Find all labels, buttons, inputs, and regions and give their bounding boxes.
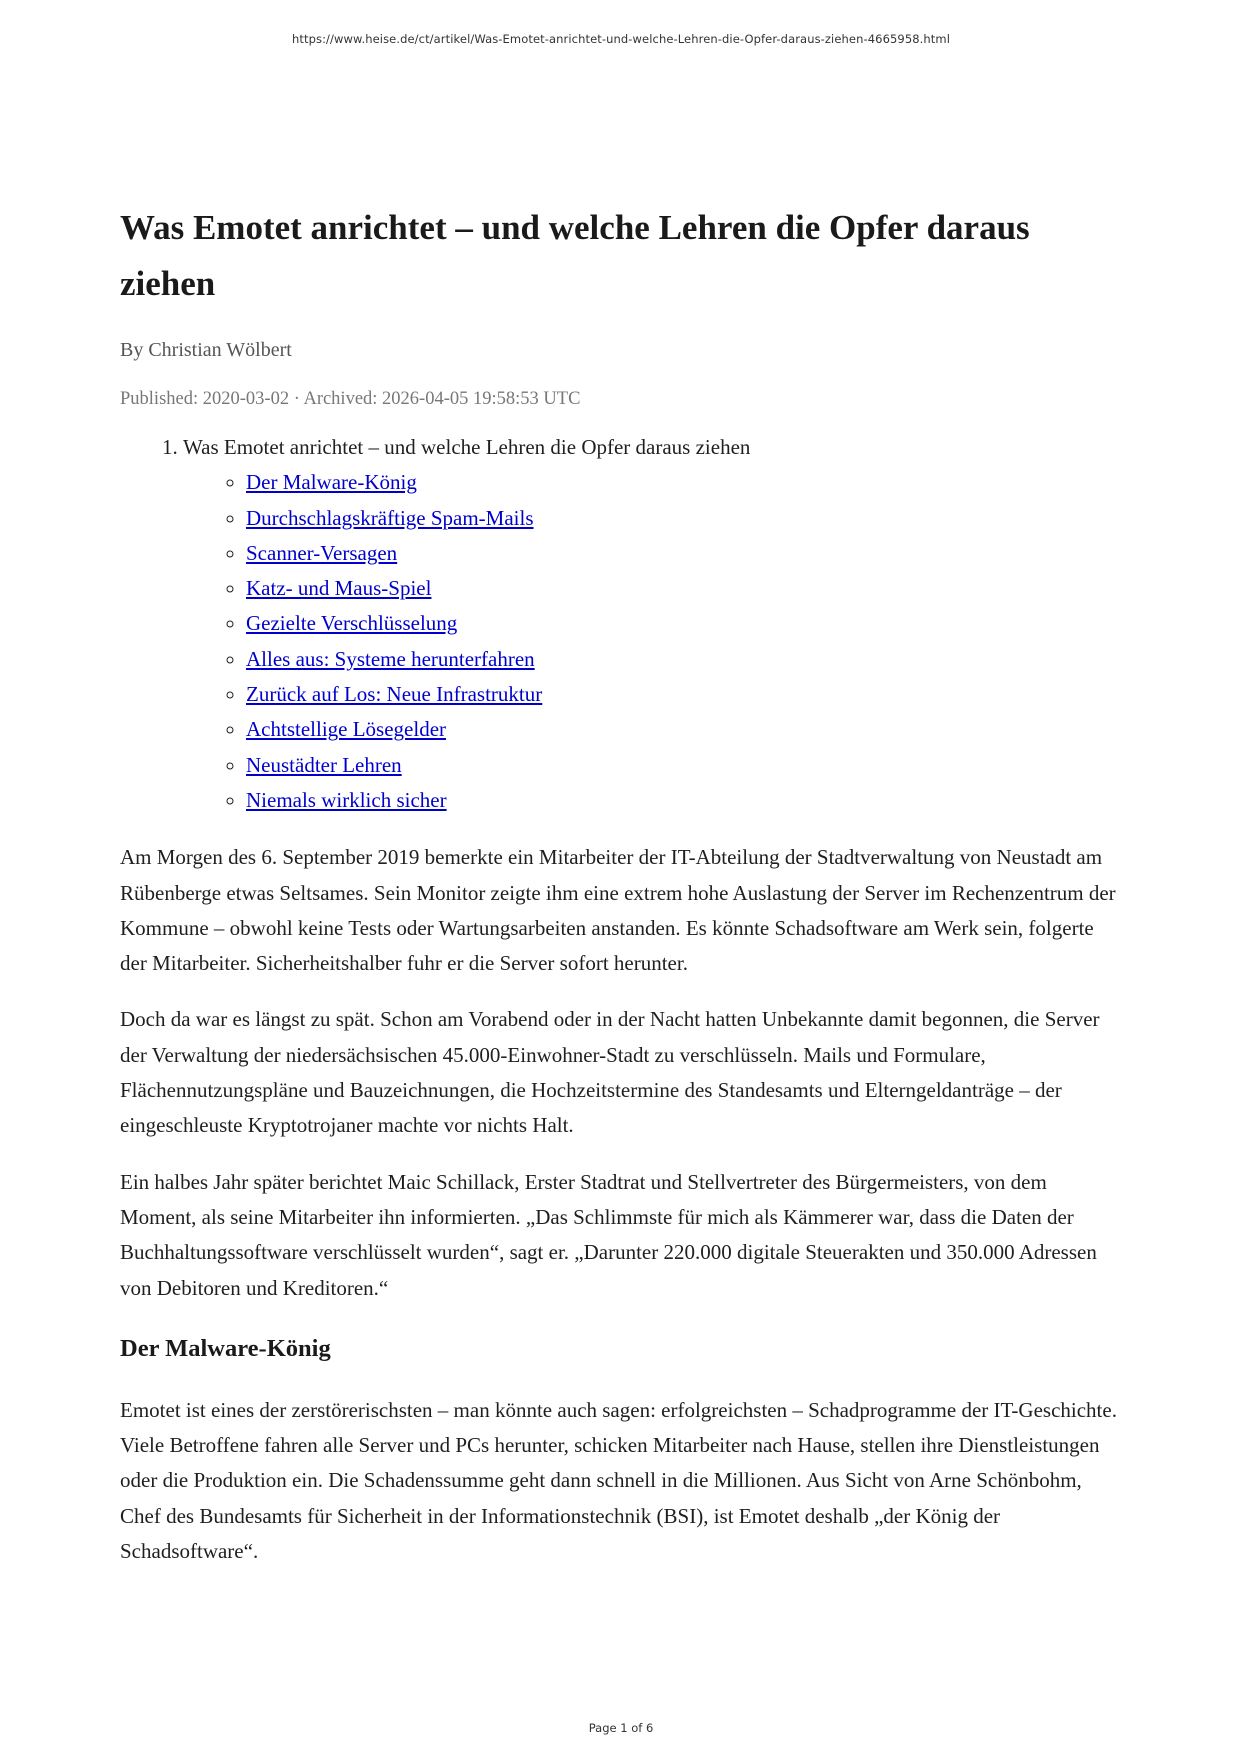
article-paragraph: Doch da war es längst zu spät. Schon am Vorabend oder in der Nacht hatten Unbekannte damit begonnen, die Server der Verwaltung der niedersächsischen 45.000-Einwohner-Stadt zu verschlüsseln. Mails und Formulare, Flächennutzungspläne und Bauzeichnungen, die Hochzeitstermine des Standesamts und Elterngeldanträge – der eingeschleuste Kryptotrojaner machte vor nichts Halt.: [120, 1007, 1100, 1138]
section-paragraph: Emotet ist eines der zerstörerischsten – man könnte auch sagen: erfolgreichsten – Schadprogramme der IT-Geschichte. Viele Betroffene fahren alle Server und PCs herunter, schicken Mitarbeiter nach Hause, stellen ihre Dienstleistungen oder die Produktion ein. Die Schadenssumme geht dann schnell in die Millionen. Aus Sicht von Arne Schönbohm, Chef des Bundesamts für Sicherheit in der Informationstechnik (BSI), ist Emotet deshalb „der König der Schadsoftware“.: [120, 1397, 1117, 1564]
toc-link-scanner-versagen[interactable]: Scanner-Versagen: [246, 540, 398, 565]
toc-sublist: [183, 465, 1125, 818]
toc-item: [246, 748, 1125, 783]
article: [120, 200, 1125, 1569]
toc-item: [246, 783, 1125, 818]
article-meta: Published: 2020-03-02 · Archived: 2026-04-05 19:58:53 UTC: [120, 389, 581, 409]
toc-link-niemals-sicher[interactable]: Niemals wirklich sicher: [246, 787, 447, 812]
toc-item: [246, 642, 1125, 677]
article-paragraph: Am Morgen des 6. September 2019 bemerkte ein Mitarbeiter der IT-Abteilung der Stadtverwaltung von Neustadt am Rübenberge etwas Seltsames. Sein Monitor zeigte ihm eine extrem hohe Auslastung der Server im Rechenzentrum der Kommune – obwohl keine Tests oder Wartungsarbeiten anstanden. Es könnte Schadsoftware am Werk sein, folgerte der Mitarbeiter. Sicherheitshalber fuhr er die Server sofort herunter.: [120, 845, 1116, 976]
article-title: Was Emotet anrichtet – und welche Lehren die Opfer daraus ziehen: [120, 208, 1030, 303]
toc-link-neue-infrastruktur[interactable]: Zurück auf Los: Neue Infrastruktur: [246, 682, 543, 707]
toc-item: [246, 501, 1125, 536]
toc-link-systeme-herunterfahren[interactable]: Alles aus: Systeme herunterfahren: [246, 646, 535, 671]
toc-link-spam-mails[interactable]: Durchschlagskräftige Spam-Mails: [246, 505, 534, 530]
toc-item: [246, 571, 1125, 606]
toc-item: [246, 536, 1125, 571]
toc-main-item-label: Was Emotet anrichtet – und welche Lehren die Opfer daraus ziehen: [183, 435, 751, 459]
toc-link-loesegelder[interactable]: Achtstellige Lösegelder: [246, 717, 447, 742]
section-heading: Der Malware-König: [120, 1334, 331, 1362]
table-of-contents: [120, 430, 1125, 818]
toc-link-neustaedter-lehren[interactable]: Neustädter Lehren: [246, 752, 402, 777]
article-paragraph: Ein halbes Jahr später berichtet Maic Schillack, Erster Stadtrat und Stellvertreter des Bürgermeisters, von dem Moment, als seine Mitarbeiter ihn informierten. „Das Schlimmste für mich als Kämmerer war, dass die Daten der Buchhaltungssoftware verschlüsselt wurden“, sagt er. „Darunter 220.000 digitale Steuerakten und 350.000 Adressen von Debitoren und Kreditoren.“: [120, 1169, 1097, 1300]
toc-item: [246, 677, 1125, 712]
article-byline: By Christian Wölbert: [120, 339, 292, 361]
page-number: Page 1 of 6: [588, 1721, 654, 1735]
toc-link-malware-koenig[interactable]: Der Malware-König: [246, 470, 417, 495]
page-url-header: https://www.heise.de/ct/artikel/Was-Emotet-anrichtet-und-welche-Lehren-die-Opfer-daraus-ziehen-4665958.html: [291, 32, 950, 46]
toc-link-verschluesselung[interactable]: Gezielte Verschlüsselung: [246, 611, 458, 636]
toc-item: [246, 465, 1125, 500]
toc-main-item: [183, 430, 1125, 818]
toc-item: [246, 606, 1125, 641]
toc-item: [246, 712, 1125, 747]
toc-link-katz-und-maus[interactable]: Katz- und Maus-Spiel: [246, 576, 432, 601]
